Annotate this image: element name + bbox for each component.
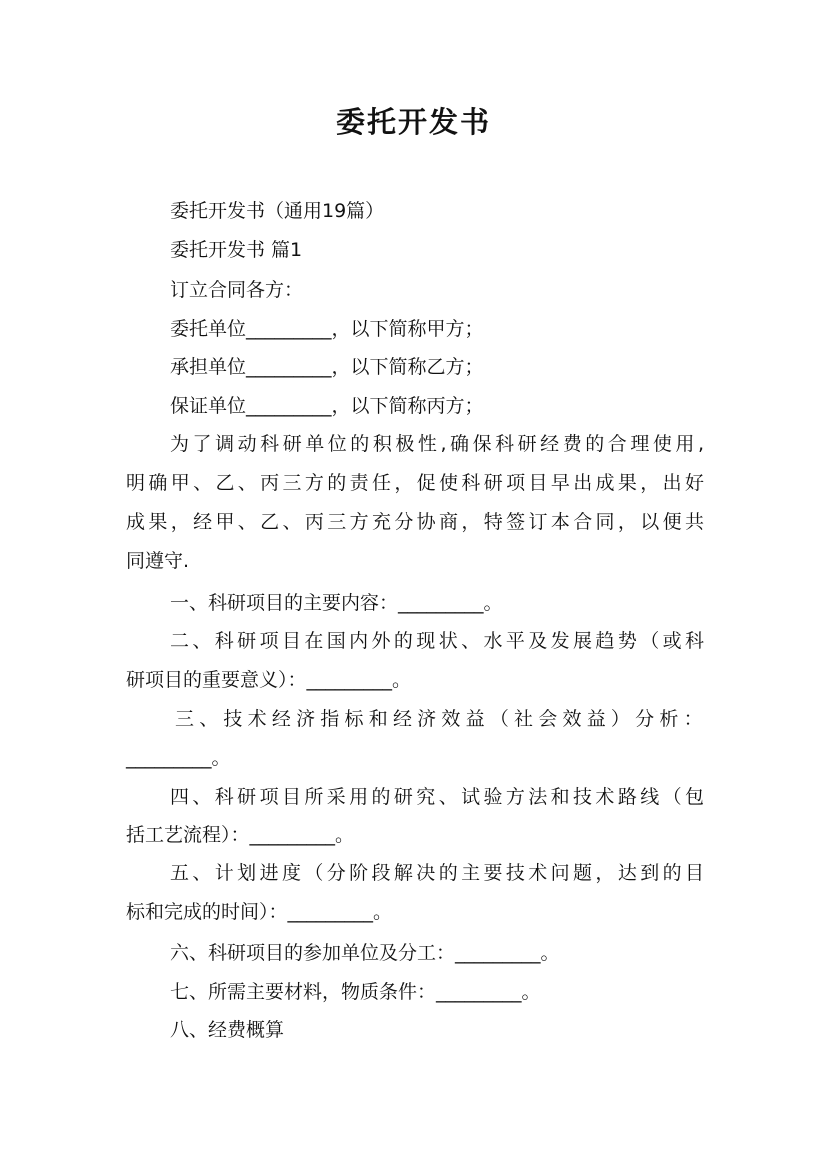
clause-1-line: 一、科研项目的主要内容：_________。 xyxy=(170,592,503,614)
document-title: 委托开发书 xyxy=(335,105,491,139)
clause-5-line-1: 五、计划进度（分阶段解决的主要技术问题，达到的目 xyxy=(170,862,704,884)
clause-6-line: 六、科研项目的参加单位及分工：_________。 xyxy=(170,942,560,964)
clause-4-line-1: 四、科研项目所采用的研究、试验方法和技术路线（包 xyxy=(170,786,704,808)
parties-heading: 订立合同各方： xyxy=(170,279,304,301)
clause-3-line-1: 三、技术经济指标和经济效益（社会效益）分析： xyxy=(175,708,704,730)
party-a-line: 委托单位_________，以下简称甲方； xyxy=(170,318,484,340)
clause-3-line-2: _________。 xyxy=(126,747,231,769)
preamble-line-2: 明确甲、乙、丙三方的责任，促使科研项目早出成果，出好 xyxy=(126,472,704,494)
preamble-line-3: 成果，经甲、乙、丙三方充分协商，特签订本合同，以便共 xyxy=(126,511,704,533)
preamble-line-4: 同遵守. xyxy=(126,550,190,572)
clause-2-line-2: 研项目的重要意义）：_________。 xyxy=(126,669,412,691)
subtitle-line: 委托开发书（通用19篇） xyxy=(170,200,385,222)
clause-4-line-2: 括工艺流程）：_________。 xyxy=(126,824,355,846)
party-c-line: 保证单位_________，以下简称丙方； xyxy=(170,395,484,417)
clause-5-line-2: 标和完成的时间）：_________。 xyxy=(126,901,393,923)
clause-8-line: 八、经费概算 xyxy=(170,1019,285,1041)
clause-2-line-1: 二、科研项目在国内外的现状、水平及发展趋势（或科 xyxy=(170,630,704,652)
section-heading: 委托开发书 篇1 xyxy=(170,239,303,261)
clause-7-line: 七、所需主要材料，物质条件：_________。 xyxy=(170,981,541,1003)
preamble-line-1: 为了调动科研单位的积极性,确保科研经费的合理使用, xyxy=(170,433,704,455)
party-b-line: 承担单位_________，以下简称乙方； xyxy=(170,356,484,378)
